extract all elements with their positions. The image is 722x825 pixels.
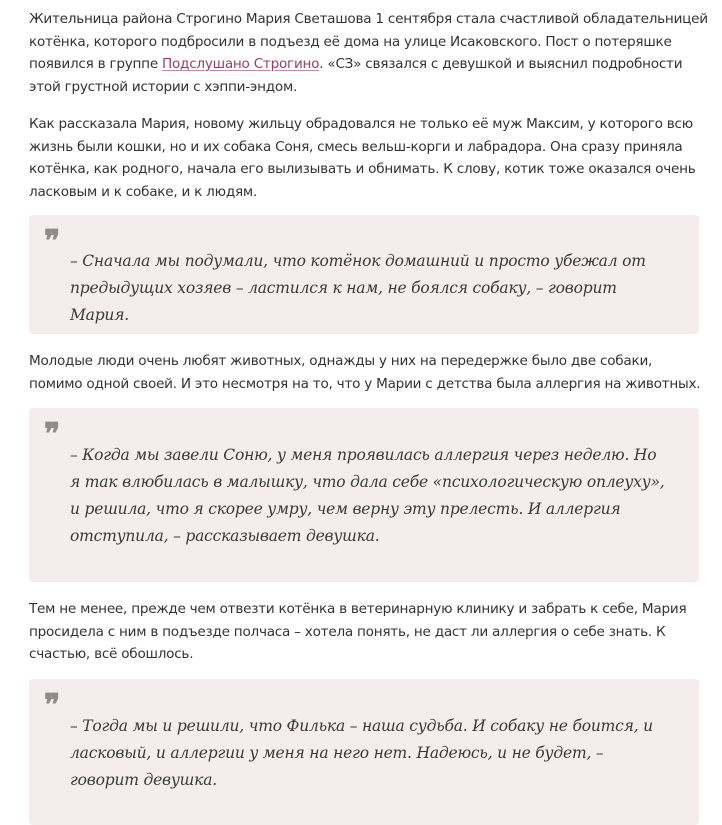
quote-text-3: – Тогда мы и решили, что Филька – наша судьба. И собаку не боится, и ласковый, и аллергии у меня на него нет. Надеюсь, и не будет, – говорит девушка. xyxy=(70,717,653,789)
quote-text-1: – Сначала мы подумали, что котёнок домашний и просто убежал от предыдущих хозяев – ластился к нам, не боялся собаку, – говорит Мария. xyxy=(70,252,646,324)
blockquote-1 xyxy=(29,215,699,334)
group-link[interactable]: Подслушано Строгино xyxy=(162,56,320,72)
paragraph-4: Тем не менее, прежде чем отвезти котёнка в ветеринарную клинику и забрать к себе, Мария просидела с ним в подъезде полчаса – хотела понять, не даст ли аллергия о себе знать. К счастью, всё обошлось. xyxy=(29,601,687,662)
blockquote-3 xyxy=(29,679,699,825)
quote-text-2: – Когда мы завели Соню, у меня проявилась аллергия через неделю. Но я так влюбилась в малышку, что дала себе «психологическую оплеуху», и решила, что я скорее умру, чем верну эту прелесть. И аллергия отступила, – рассказывает девушка. xyxy=(70,446,665,545)
intro-text: Жительница района Строгино Мария Светашова 1 сентября стала счастливой обладательницей котёнка, которого подбросили в подъезд её дома на улице Исаковского. Пост о потеряшке появился в группе xyxy=(29,11,708,72)
paragraph-2: Как рассказала Мария, новому жильцу обрадовался не только её муж Максим, у которого всю жизнь были кошки, но и их собака Соня, смесь вельш-корги и лабрадора. Она сразу приняла котёнка, как родного, начала его вылизывать и обнимать. К слову, котик тоже оказался очень ласковым и к собаке, и к людям. xyxy=(29,116,696,200)
paragraph-intro xyxy=(29,8,709,98)
blockquote-2 xyxy=(29,408,699,582)
intro-text-end: . «СЗ» связался с девушкой и выяснил подробности этой грустной истории с хэппи-эндом. xyxy=(29,56,683,95)
quote-mark-icon: ❞ xyxy=(44,224,61,259)
quote-mark-icon: ❞ xyxy=(44,688,61,723)
paragraph-3: Молодые люди очень любят животных, однажды у них на передержке было две собаки, помимо одной своей. И это несмотря на то, что у Марии с детства была аллергия на животных. xyxy=(29,353,701,392)
quote-mark-icon: ❞ xyxy=(44,417,61,452)
